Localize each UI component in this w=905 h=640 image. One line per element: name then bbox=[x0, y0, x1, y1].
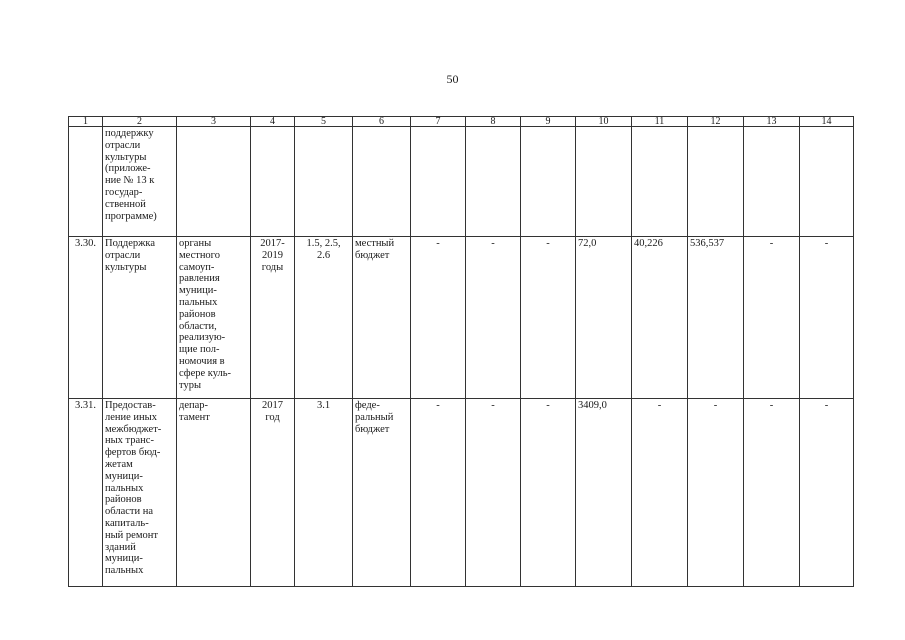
period: 2017- 2019 годы bbox=[251, 237, 295, 399]
column-number: 7 bbox=[411, 117, 466, 127]
column-number: 9 bbox=[521, 117, 576, 127]
funding-source: феде- ральный бюджет bbox=[353, 399, 411, 587]
value-cell: - bbox=[688, 399, 744, 587]
value-cell: - bbox=[744, 399, 800, 587]
value-cell: 536,537 bbox=[688, 237, 744, 399]
value-cell bbox=[466, 127, 521, 237]
value-cell: 40,226 bbox=[632, 237, 688, 399]
value-cell: - bbox=[466, 399, 521, 587]
value-cell: - bbox=[800, 399, 854, 587]
column-number-row bbox=[69, 117, 854, 127]
row-number: 3.31. bbox=[69, 399, 103, 587]
value-cell bbox=[521, 127, 576, 237]
table-row bbox=[69, 399, 854, 587]
indicator-ref: 3.1 bbox=[295, 399, 353, 587]
value-cell: - bbox=[411, 237, 466, 399]
table-row bbox=[69, 127, 854, 237]
table-row bbox=[69, 237, 854, 399]
value-cell: - bbox=[800, 237, 854, 399]
value-cell: - bbox=[521, 399, 576, 587]
value-cell: - bbox=[466, 237, 521, 399]
column-number: 5 bbox=[295, 117, 353, 127]
budget-table bbox=[68, 116, 854, 587]
column-number: 4 bbox=[251, 117, 295, 127]
column-number: 13 bbox=[744, 117, 800, 127]
column-number: 12 bbox=[688, 117, 744, 127]
column-number: 10 bbox=[576, 117, 632, 127]
column-number: 14 bbox=[800, 117, 854, 127]
value-cell: - bbox=[411, 399, 466, 587]
row-number bbox=[69, 127, 103, 237]
value-cell: 3409,0 bbox=[576, 399, 632, 587]
value-cell: - bbox=[521, 237, 576, 399]
value-cell bbox=[632, 127, 688, 237]
page-number: 50 bbox=[446, 72, 459, 86]
column-number: 11 bbox=[632, 117, 688, 127]
executor: депар- тамент bbox=[177, 399, 251, 587]
column-number: 1 bbox=[69, 117, 103, 127]
funding-source bbox=[353, 127, 411, 237]
value-cell: - bbox=[744, 237, 800, 399]
value-cell bbox=[576, 127, 632, 237]
period bbox=[251, 127, 295, 237]
column-number: 3 bbox=[177, 117, 251, 127]
indicator-ref: 1.5, 2.5, 2.6 bbox=[295, 237, 353, 399]
measure-name: Предостав- ление иных межбюджет- ных транс- фертов бюд- жетам муници- пальных районов области на капиталь- ный ремонт зданий муници- пальных bbox=[103, 399, 177, 587]
measure-name: Поддержка отрасли культуры bbox=[103, 237, 177, 399]
period: 2017 год bbox=[251, 399, 295, 587]
column-number: 6 bbox=[353, 117, 411, 127]
value-cell bbox=[688, 127, 744, 237]
measure-name: поддержку отрасли культуры (приложе- ние № 13 к государ- ственной программе) bbox=[103, 127, 177, 237]
value-cell bbox=[744, 127, 800, 237]
executor bbox=[177, 127, 251, 237]
value-cell bbox=[800, 127, 854, 237]
row-number: 3.30. bbox=[69, 237, 103, 399]
funding-source: местный бюджет bbox=[353, 237, 411, 399]
value-cell: 72,0 bbox=[576, 237, 632, 399]
indicator-ref bbox=[295, 127, 353, 237]
column-number: 8 bbox=[466, 117, 521, 127]
value-cell: - bbox=[632, 399, 688, 587]
column-number: 2 bbox=[103, 117, 177, 127]
value-cell bbox=[411, 127, 466, 237]
executor: органы местного самоуп- равления муници- пальных районов области, реализую- щие пол- номочия в сфере куль- туры bbox=[177, 237, 251, 399]
